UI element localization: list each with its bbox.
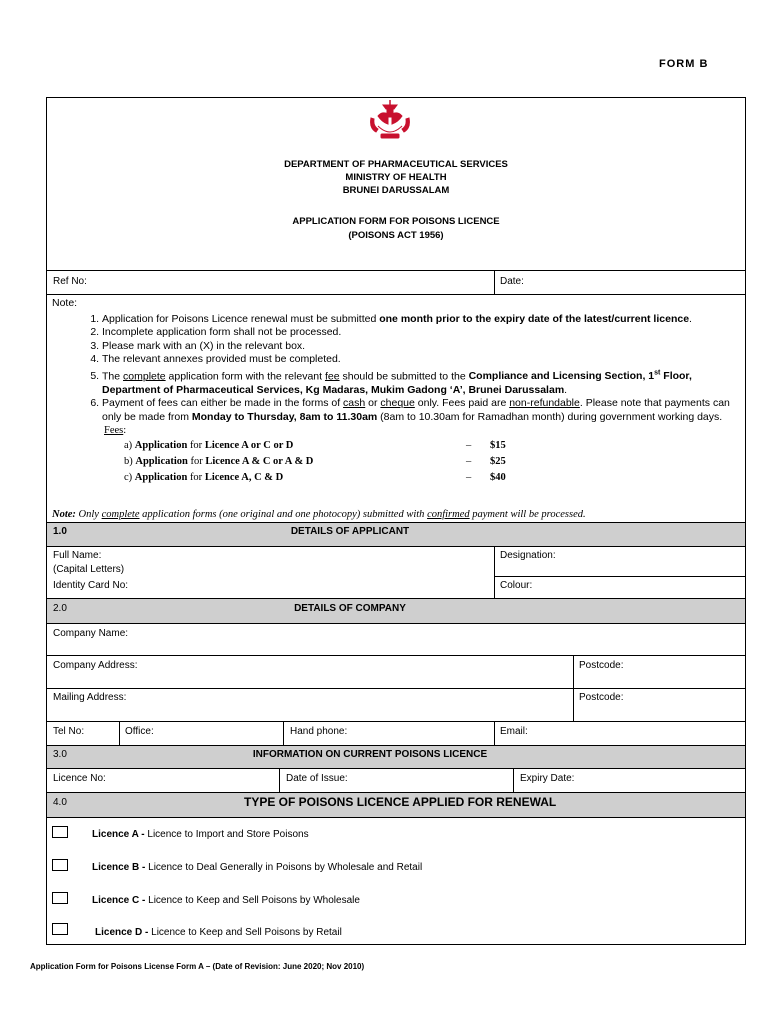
full-name-field[interactable]: Full Name:: [53, 550, 102, 561]
section-title-4: TYPE OF POISONS LICENCE APPLIED FOR RENEWAL: [244, 795, 557, 809]
divider: [46, 623, 746, 624]
notes-section: [52, 297, 742, 487]
divider: [46, 655, 746, 656]
expiry-date-field[interactable]: Expiry Date:: [520, 773, 575, 784]
date-field[interactable]: Date:: [500, 276, 524, 287]
notes-label: Note:: [52, 297, 78, 309]
note-item-6: 6. Payment of fees can either be made in the forms of cash or cheque only. Fees paid are non-refundable. Please note that payments can only be made from Monday to Thursday, 8am to 11.30am (8am to 10.30am for Ramadhan month) during government working days.: [102, 397, 742, 424]
licence-a-label: Licence A - Licence to Import and Store Poisons: [92, 829, 309, 840]
tel-no-label: Tel No:: [53, 726, 85, 737]
identity-card-field[interactable]: Identity Card No:: [53, 580, 129, 591]
licence-d-checkbox[interactable]: [52, 923, 68, 935]
licence-a-checkbox[interactable]: [52, 826, 68, 838]
licence-d-label: Licence D - Licence to Keep and Sell Poisons by Retail: [95, 927, 342, 938]
company-name-field[interactable]: Company Name:: [53, 628, 129, 639]
licence-b-label: Licence B - Licence to Deal Generally in Poisons by Wholesale and Retail: [92, 862, 423, 873]
fees-list: Fees: a) Application for Licence A or C or D – $15 b) Application for Licence A & C or A & D – $25 c) Application for Licence A, C & D – $40: [104, 424, 742, 487]
country-name: BRUNEI DARUSSALAM: [342, 185, 450, 196]
divider: [279, 768, 280, 792]
divider: [46, 546, 746, 547]
footer-revision: Application Form for Poisons License Form A – (Date of Revision: June 2020; Nov 2010): [30, 962, 365, 971]
fee-row-c: c) Application for Licence A, C & D – $40: [124, 472, 506, 483]
fee-row-a: a) Application for Licence A or C or D – $15: [124, 440, 506, 451]
divider: [46, 294, 746, 295]
section-number-4: 4.0: [53, 797, 67, 808]
office-phone-field[interactable]: Office:: [125, 726, 154, 737]
note-item-5: 5. The complete application form with the relevant fee should be submitted to the Compliance and Licensing Section, 1st Floor, Department of Pharmaceutical Services, Kg Madaras, Mukim Gadong ‘A’, Brunei Darussalam.: [102, 367, 742, 398]
act-title: (POISONS ACT 1956): [348, 230, 444, 241]
colour-field[interactable]: Colour:: [500, 580, 533, 591]
divider: [283, 721, 284, 745]
hand-phone-field[interactable]: Hand phone:: [290, 726, 348, 737]
form-code: FORM B: [659, 58, 709, 70]
designation-field[interactable]: Designation:: [500, 550, 556, 561]
divider: [494, 546, 495, 598]
divider: [46, 768, 746, 769]
divider: [513, 768, 514, 792]
brunei-crest-icon: [366, 98, 414, 142]
note-item-1: 1. Application for Poisons Licence renewal must be submitted one month prior to the expiry date of the latest/current licence.: [102, 313, 742, 327]
final-note: Note: Only complete application forms (one original and one photocopy) submitted with confirmed payment will be processed.: [52, 509, 586, 520]
divider: [46, 688, 746, 689]
date-of-issue-field[interactable]: Date of Issue:: [286, 773, 348, 784]
department-name: DEPARTMENT OF PHARMACEUTICAL SERVICES: [284, 159, 508, 170]
note-item-4: 4. The relevant annexes provided must be completed.: [102, 353, 742, 367]
divider: [46, 817, 746, 818]
divider: [494, 576, 746, 577]
section-number-1: 1.0: [53, 526, 67, 537]
licence-no-field[interactable]: Licence No:: [53, 773, 106, 784]
divider: [46, 270, 746, 271]
divider: [46, 721, 746, 722]
section-title-1: DETAILS OF APPLICANT: [290, 526, 410, 537]
capital-letters-hint: (Capital Letters): [53, 564, 125, 575]
divider: [494, 270, 495, 294]
licence-c-label: Licence C - Licence to Keep and Sell Poisons by Wholesale: [92, 895, 360, 906]
email-field[interactable]: Email:: [500, 726, 528, 737]
note-item-2: 2. Incomplete application form shall not be processed.: [102, 326, 742, 340]
form-title: APPLICATION FORM FOR POISONS LICENCE: [292, 216, 500, 227]
divider: [119, 721, 120, 745]
company-address-field[interactable]: Company Address:: [53, 660, 138, 671]
fee-row-b: b) Application for Licence A & C or A & D – $25: [124, 456, 506, 467]
section-title-3: INFORMATION ON CURRENT POISONS LICENCE: [252, 749, 488, 760]
note-item-3: 3. Please mark with an (X) in the relevant box.: [102, 340, 742, 354]
section-title-2: DETAILS OF COMPANY: [294, 603, 406, 614]
licence-c-checkbox[interactable]: [52, 892, 68, 904]
divider: [494, 721, 495, 745]
licence-b-checkbox[interactable]: [52, 859, 68, 871]
ref-no-field[interactable]: Ref No:: [53, 276, 87, 287]
section-number-3: 3.0: [53, 749, 67, 760]
company-postcode-field[interactable]: Postcode:: [579, 660, 624, 671]
mailing-postcode-field[interactable]: Postcode:: [579, 692, 624, 703]
ministry-name: MINISTRY OF HEALTH: [345, 172, 447, 183]
section-number-2: 2.0: [53, 603, 67, 614]
mailing-address-field[interactable]: Mailing Address:: [53, 692, 127, 703]
